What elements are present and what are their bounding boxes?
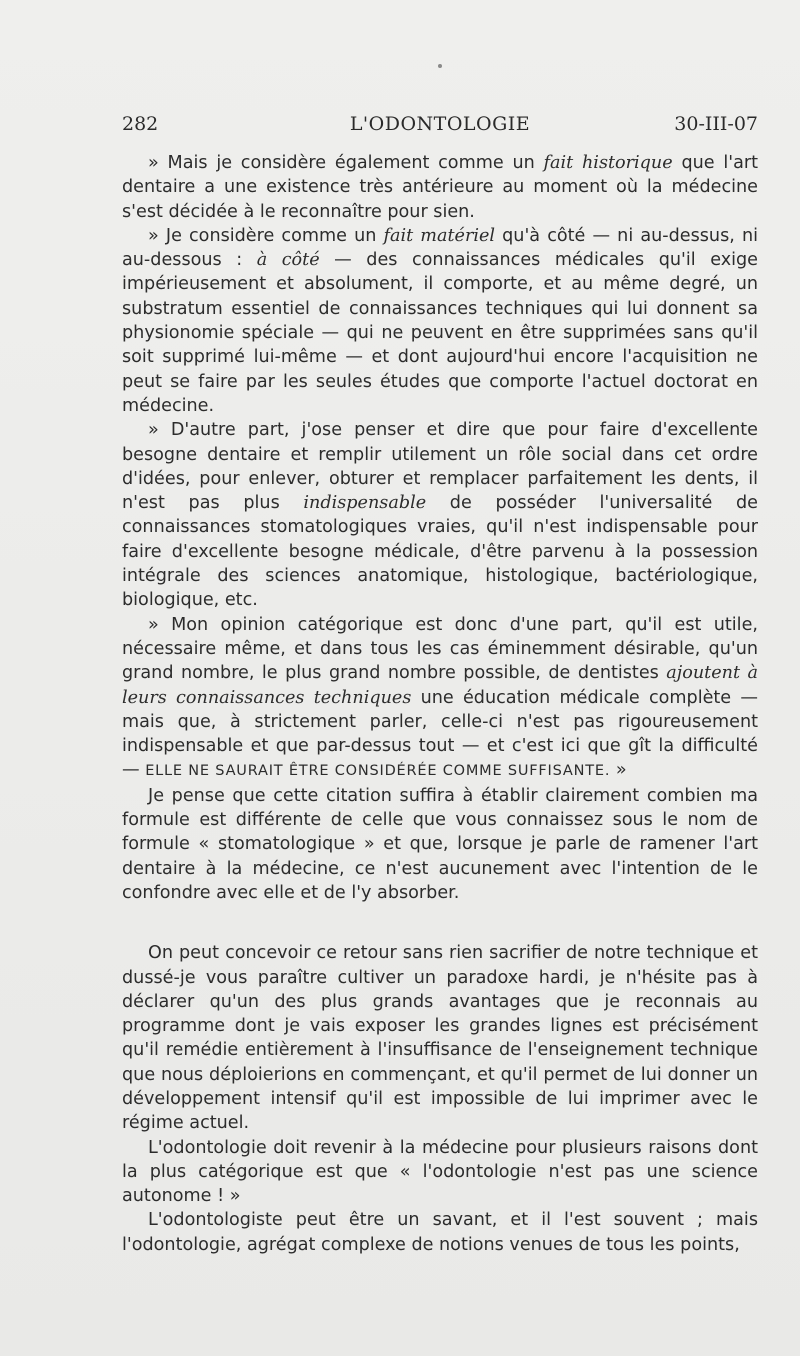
page-number: 282 (122, 113, 159, 135)
small-caps-text: ELLE NE SAURAIT ÊTRE CONSIDÉRÉE COMME SUFFISANTE. (145, 763, 611, 780)
paragraph-6: On peut concevoir ce retour sans rien sacrifier de notre technique et dussé-je vous paraître cultiver un paradoxe hardi, je n'hésite pas à déclarer qu'un des plus grands avantages que je reconnais au programme dont je vais exposer les grandes lignes est précisément qu'il remédie entièrement à l'insuffisance de l'enseignement technique que nous déploierions en commençant, et qu'il permet de lui donner un développement intensif qu'il est impossible de lui imprimer avec le régime actuel. (122, 943, 758, 1134)
italic-text: indispensable (303, 493, 427, 514)
italic-text: fait matériel (383, 225, 496, 246)
paragraph-5: Je pense que cette citation suffira à établir clairement combien ma formule est différente de celle que vous connaissez sous le nom de formule « stomatologique » et que, lorsque je parle de ramener l'art dentaire à la médecine, ce n'est aucunement avec l'intention de le confondre avec elle et de l'y absorber. (122, 785, 758, 903)
text-run: qu'à côté — ni au-dessus, ni au-dessous : (122, 225, 758, 271)
journal-title: L'ODONTOLOGIE (349, 113, 531, 135)
text-run: de posséder l'universalité de connaissances stomatologiques vraies, qu'il n'est indispensable pour faire d'excellente besogne médicale, d'être parvenu à la possession intégrale des sciences anatomique, histologique, bactériologique, biologique, etc. (122, 493, 758, 611)
text-run: — des connaissances médicales qu'il exige impérieusement et absolument, il comporte, et au même degré, un substratum essentiel de connaissances techniques qui lui donnent sa physionomie spéciale — qui ne peuvent en être supprimées sans qu'il soit supprimé lui-même — et dont aujourd'hui encore l'acquisition ne peut se faire par les seules études que comporte l'actuel doctorat en médecine. (122, 250, 758, 416)
issue-date: 30-III-07 (674, 113, 758, 135)
text-run: » Mon opinion catégorique est donc d'une part, qu'il est utile, nécessaire même, et dans tous les cas éminemment désirable, qu'un grand nombre, le plus grand nombre possible, de dentistes (122, 614, 758, 684)
text-run: » Mais je considère également comme un (148, 153, 544, 173)
text-run: » (610, 760, 627, 781)
text-run: » D'autre part, j'ose penser et dire que pour faire d'excellente besogne dentaire et remplir utilement un rôle social dans cet ordre d'idées, pour enlever, obturer et remplacer parfaitement les dents, il n'est pas plus (122, 420, 758, 514)
ink-speck (438, 64, 442, 68)
paragraph-2 (122, 224, 758, 418)
text-run: que l'art dentaire a une existence très antérieure au moment où la médecine s'est décidée à le reconnaître pour sien. (122, 153, 759, 222)
italic-text: à côté (256, 250, 320, 271)
paragraph-7: L'odontologie doit revenir à la médecine pour plusieurs raisons dont la plus catégorique est que « l'odontologie n'est pas une science autonome ! » (122, 1137, 758, 1207)
text-run: une éducation médicale complète — mais que, à strictement parler, celle-ci n'est pas rigoureusement indispensable et que par-dessus tout — et c'est ici que gît la difficulté — (122, 687, 758, 781)
running-header (122, 113, 758, 143)
text-run: » Je considère comme un (148, 225, 384, 246)
paragraph-4 (122, 613, 758, 784)
italic-text: fait historique (543, 153, 673, 173)
page-body (122, 151, 758, 1257)
paragraph-1 (122, 151, 758, 224)
paragraph-3 (122, 418, 758, 612)
italic-text: ajoutent à leurs connaissances techniques (122, 663, 758, 708)
paragraph-8: L'odontologiste peut être un savant, et il l'est souvent ; mais l'odontologie, agrégat complexe de notions venues de tous les points, (122, 1210, 758, 1255)
